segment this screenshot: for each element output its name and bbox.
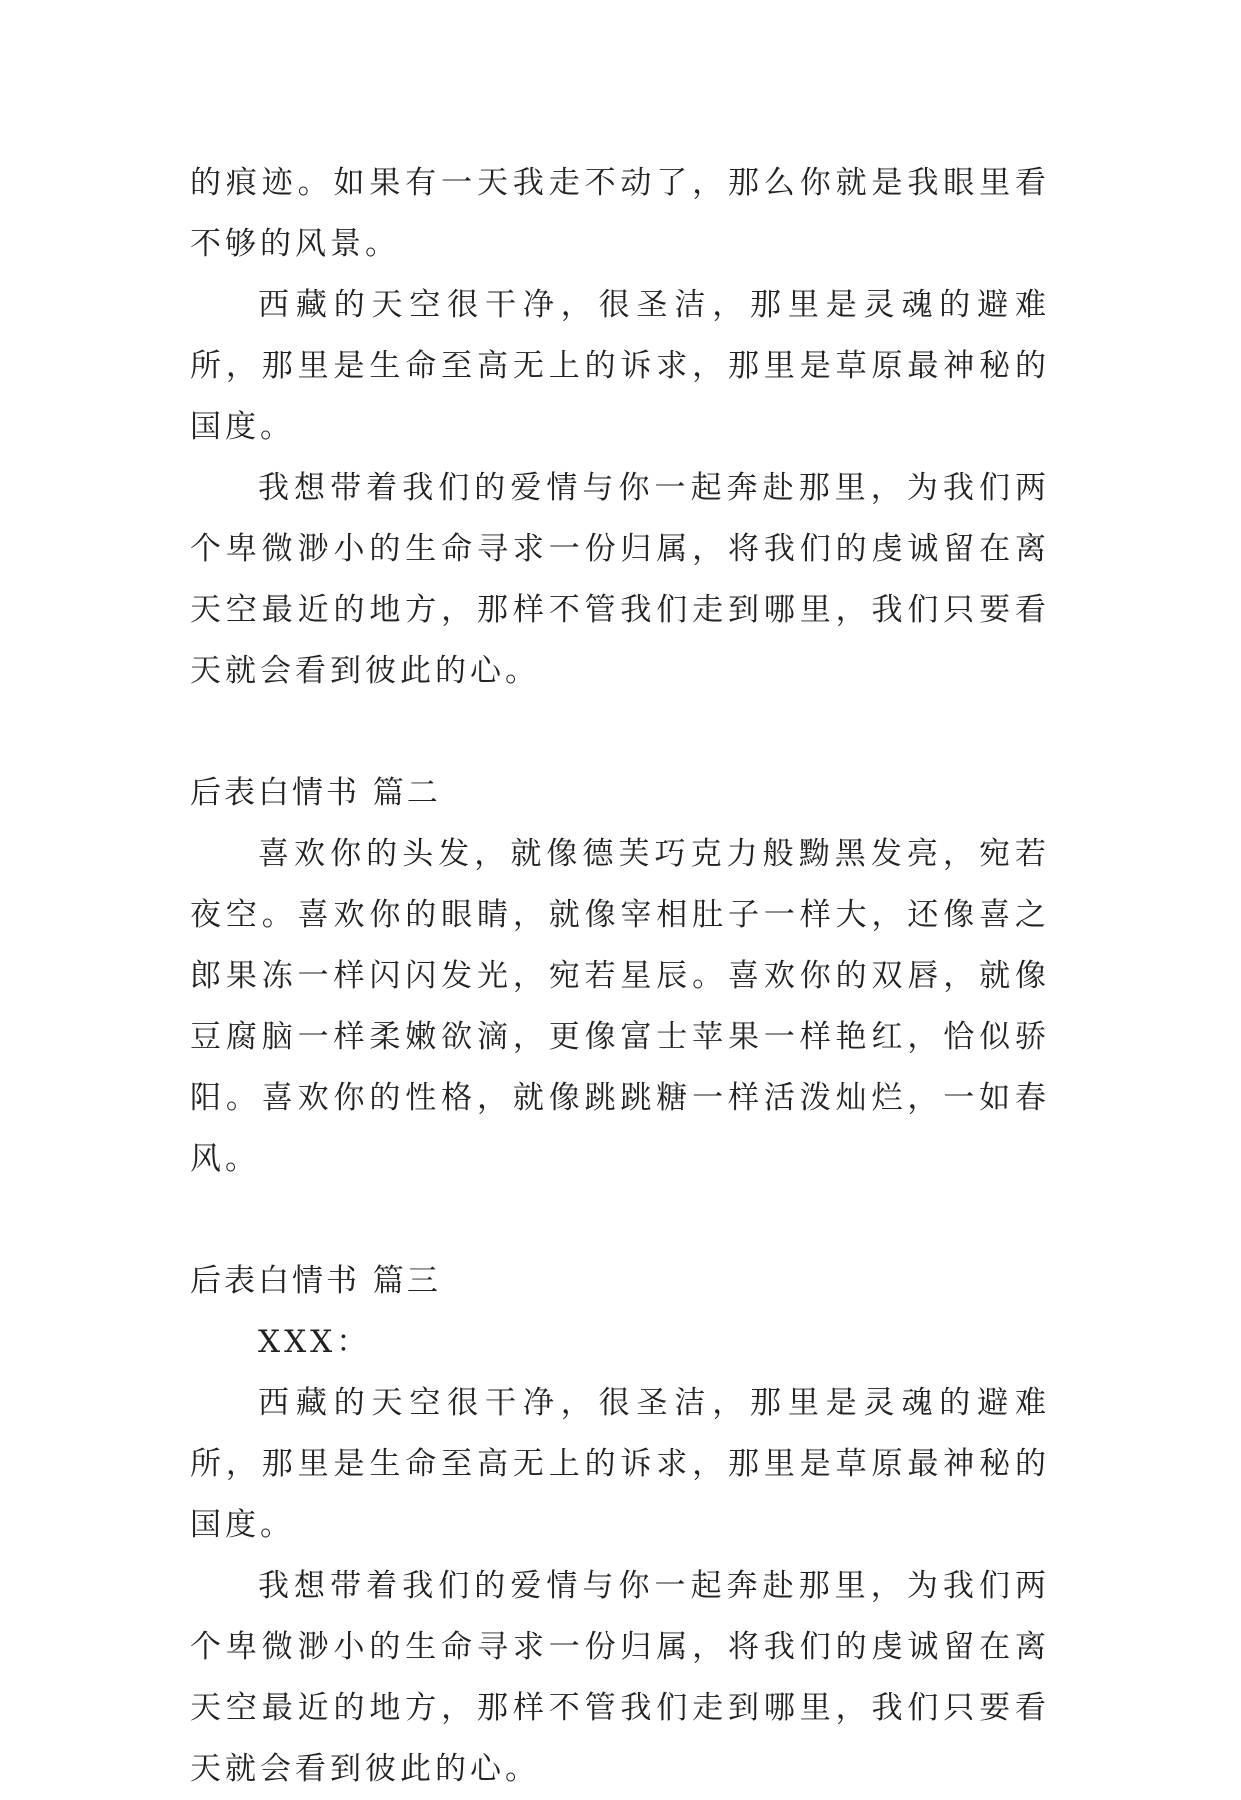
section-gap (190, 702, 1050, 763)
paragraph-tibet-sky-2: 西藏的天空很干净，很圣洁，那里是灵魂的避难所，那里是生命至高无上的诉求，那里是草原最神秘的国度。 (190, 1385, 1050, 1543)
document-body (190, 153, 1050, 1800)
section-heading-3: 后表白情书 篇三 (190, 1263, 441, 1299)
paragraph-likes: 喜欢你的头发，就像德芙巧克力般黝黑发亮，宛若夜空。喜欢你的眼睛，就像宰相肚子一样大，还像喜之郎果冻一样闪闪发光，宛若星辰。喜欢你的双唇，就像豆腐脑一样柔嫩欲滴，更像富士苹果一样艳红，恰似骄阳。喜欢你的性格，就像跳跳糖一样活泼灿烂，一如春风。 (190, 836, 1050, 1177)
paragraph-tibet-sky: 西藏的天空很干净，很圣洁，那里是灵魂的避难所，那里是生命至高无上的诉求，那里是草原最神秘的国度。 (190, 287, 1050, 445)
section-gap (190, 1190, 1050, 1251)
salutation: XXX： (258, 1324, 372, 1360)
paragraph-journey-2: 我想带着我们的爱情与你一起奔赴那里，为我们两个卑微渺小的生命寻求一份归属，将我们的虔诚留在离天空最近的地方，那样不管我们走到哪里，我们只要看天就会看到彼此的心。 (190, 1568, 1050, 1787)
paragraph-continuation: 的痕迹。如果有一天我走不动了，那么你就是我眼里看不够的风景。 (190, 165, 1050, 262)
paragraph-journey: 我想带着我们的爱情与你一起奔赴那里，为我们两个卑微渺小的生命寻求一份归属，将我们的虔诚留在离天空最近的地方，那样不管我们走到哪里，我们只要看天就会看到彼此的心。 (190, 470, 1050, 689)
section-heading-2: 后表白情书 篇二 (190, 775, 441, 811)
